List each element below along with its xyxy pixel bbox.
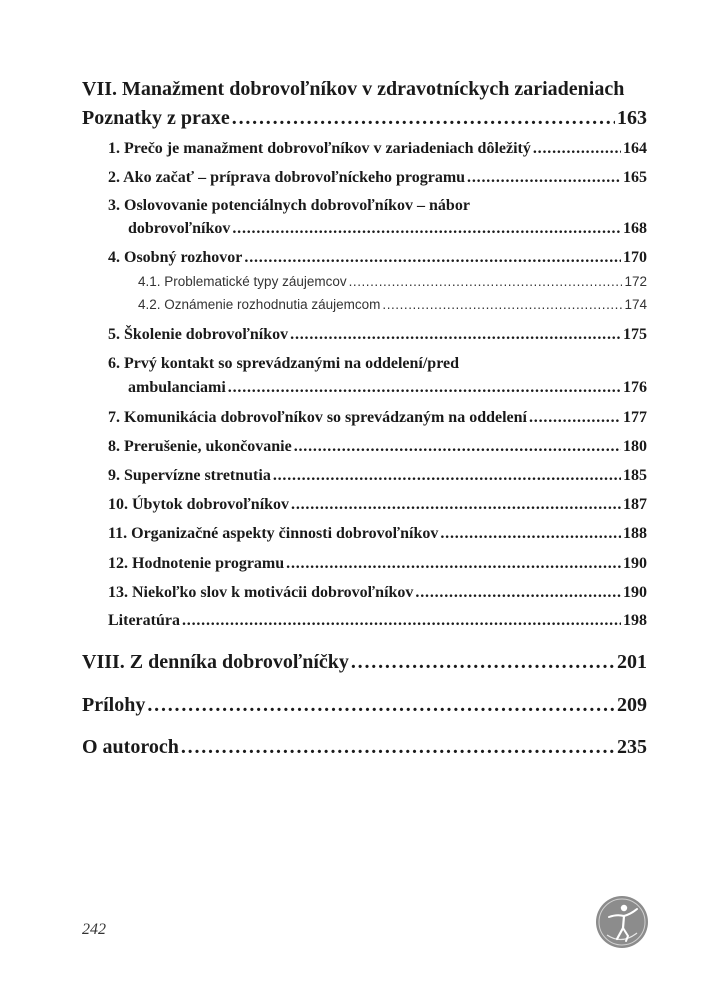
- toc-entry-title-line1: 3. Oslovovanie potenciálnych dobrovoľníkov – nábor: [108, 197, 470, 214]
- toc-entry-page: 172: [624, 274, 647, 289]
- toc-entry-title: O autoroch: [82, 736, 179, 758]
- toc-entry[interactable]: [108, 584, 647, 602]
- toc-entry-page: 235: [617, 736, 647, 758]
- leader-dots: [349, 274, 623, 289]
- toc-entry-title: 4.1. Problematické typy záujemcov: [138, 274, 347, 289]
- toc-entry[interactable]: [128, 220, 647, 238]
- toc-entry-title: 8. Prerušenie, ukončovanie: [108, 438, 292, 455]
- page-number: 242: [82, 921, 106, 938]
- toc-entry-page: 201: [617, 651, 647, 673]
- toc-entry[interactable]: [108, 496, 647, 514]
- toc-entry[interactable]: [108, 409, 647, 427]
- toc-subentry[interactable]: [138, 297, 647, 312]
- toc-entry-title: 4.2. Oznámenie rozhodnutia záujemcom: [138, 297, 381, 312]
- toc-entry-title: 13. Niekoľko slov k motivácii dobrovoľníkov: [108, 584, 414, 601]
- toc-subentry[interactable]: [138, 274, 647, 289]
- toc-chapter-entry[interactable]: [82, 694, 647, 717]
- toc-entry[interactable]: [108, 326, 647, 344]
- leader-dots: [228, 379, 621, 397]
- toc-entry[interactable]: [108, 525, 647, 543]
- toc-entry-page: 177: [623, 409, 647, 426]
- toc-entry[interactable]: [128, 379, 647, 397]
- toc-entry-page: 187: [623, 496, 647, 513]
- toc-entry-page: 163: [617, 107, 647, 129]
- toc-entry-page: 190: [623, 584, 647, 601]
- leader-dots: [533, 140, 621, 158]
- toc-entry-page: 198: [623, 612, 647, 629]
- toc-entry-page: 188: [623, 525, 647, 542]
- leader-dots: [286, 555, 621, 573]
- toc-entry-page: 170: [623, 249, 647, 266]
- toc-entry-page: 185: [623, 467, 647, 484]
- leader-dots: [529, 409, 621, 427]
- toc-entry[interactable]: [82, 107, 647, 130]
- toc-entry-title: 7. Komunikácia dobrovoľníkov so sprevádzaným na oddelení: [108, 409, 527, 426]
- leader-dots: [147, 694, 615, 717]
- leader-dots: [415, 584, 621, 602]
- toc-entry-page: 209: [617, 694, 647, 716]
- leader-dots: [290, 326, 621, 344]
- leader-dots: [232, 220, 621, 238]
- toc-entry[interactable]: [108, 612, 647, 630]
- toc-entry-title: Poznatky z praxe: [82, 107, 230, 129]
- chapter-heading: VII. Manažment dobrovoľníkov v zdravotníckych zariadeniach: [82, 78, 625, 100]
- toc-entry-title: 10. Úbytok dobrovoľníkov: [108, 496, 290, 513]
- toc-entry[interactable]: [108, 169, 647, 187]
- toc-chapter-entry[interactable]: [82, 736, 647, 759]
- leader-dots: [244, 249, 621, 267]
- toc-entry-page: 168: [623, 220, 647, 237]
- leader-dots: [294, 438, 621, 456]
- toc-entry-page: 180: [623, 438, 647, 455]
- toc-entry-title: 9. Supervízne stretnutia: [108, 467, 271, 484]
- toc-entry-page: 165: [623, 169, 647, 186]
- leader-dots: [182, 612, 621, 630]
- toc-entry-page: 164: [623, 140, 647, 157]
- leader-dots: [440, 525, 621, 543]
- leader-dots: [382, 297, 622, 312]
- toc-chapter-entry[interactable]: [82, 651, 647, 674]
- toc-entry-title-line1: 6. Prvý kontakt so sprevádzanými na oddelení/pred: [108, 355, 460, 372]
- leader-dots: [273, 467, 621, 485]
- toc-entry-page: 176: [623, 379, 647, 396]
- toc-entry-title: 2. Ako začať – príprava dobrovoľníckeho programu: [108, 169, 466, 186]
- toc-entry[interactable]: [108, 555, 647, 573]
- figure-in-circle-icon: [595, 895, 649, 949]
- toc-entry[interactable]: [108, 140, 647, 158]
- toc-entry-page: 175: [623, 326, 647, 343]
- toc-entry-title: ambulanciami: [128, 379, 226, 396]
- toc-entry[interactable]: [108, 438, 647, 456]
- toc-entry-title: Prílohy: [82, 694, 146, 716]
- toc-entry[interactable]: [108, 249, 647, 267]
- toc-entry-title: Literatúra: [108, 612, 180, 629]
- toc-entry-title: VIII. Z denníka dobrovoľníčky: [82, 651, 349, 673]
- toc-entry-page: 174: [624, 297, 647, 312]
- toc-entry-page: 190: [623, 555, 647, 572]
- toc-entry-title: 5. Školenie dobrovoľníkov: [108, 326, 289, 343]
- leader-dots: [232, 107, 615, 130]
- toc-entry-title: 12. Hodnotenie programu: [108, 555, 285, 572]
- toc-entry-title: 4. Osobný rozhovor: [108, 249, 243, 266]
- leader-dots: [351, 651, 615, 674]
- toc-entry-title: 11. Organizačné aspekty činnosti dobrovoľníkov: [108, 525, 439, 542]
- toc-entry-title: dobrovoľníkov: [128, 220, 231, 237]
- leader-dots: [291, 496, 621, 514]
- leader-dots: [467, 169, 621, 187]
- toc-entry-title: 1. Prečo je manažment dobrovoľníkov v zariadeniach dôležitý: [108, 140, 531, 157]
- leader-dots: [181, 736, 615, 759]
- toc-entry[interactable]: [108, 467, 647, 485]
